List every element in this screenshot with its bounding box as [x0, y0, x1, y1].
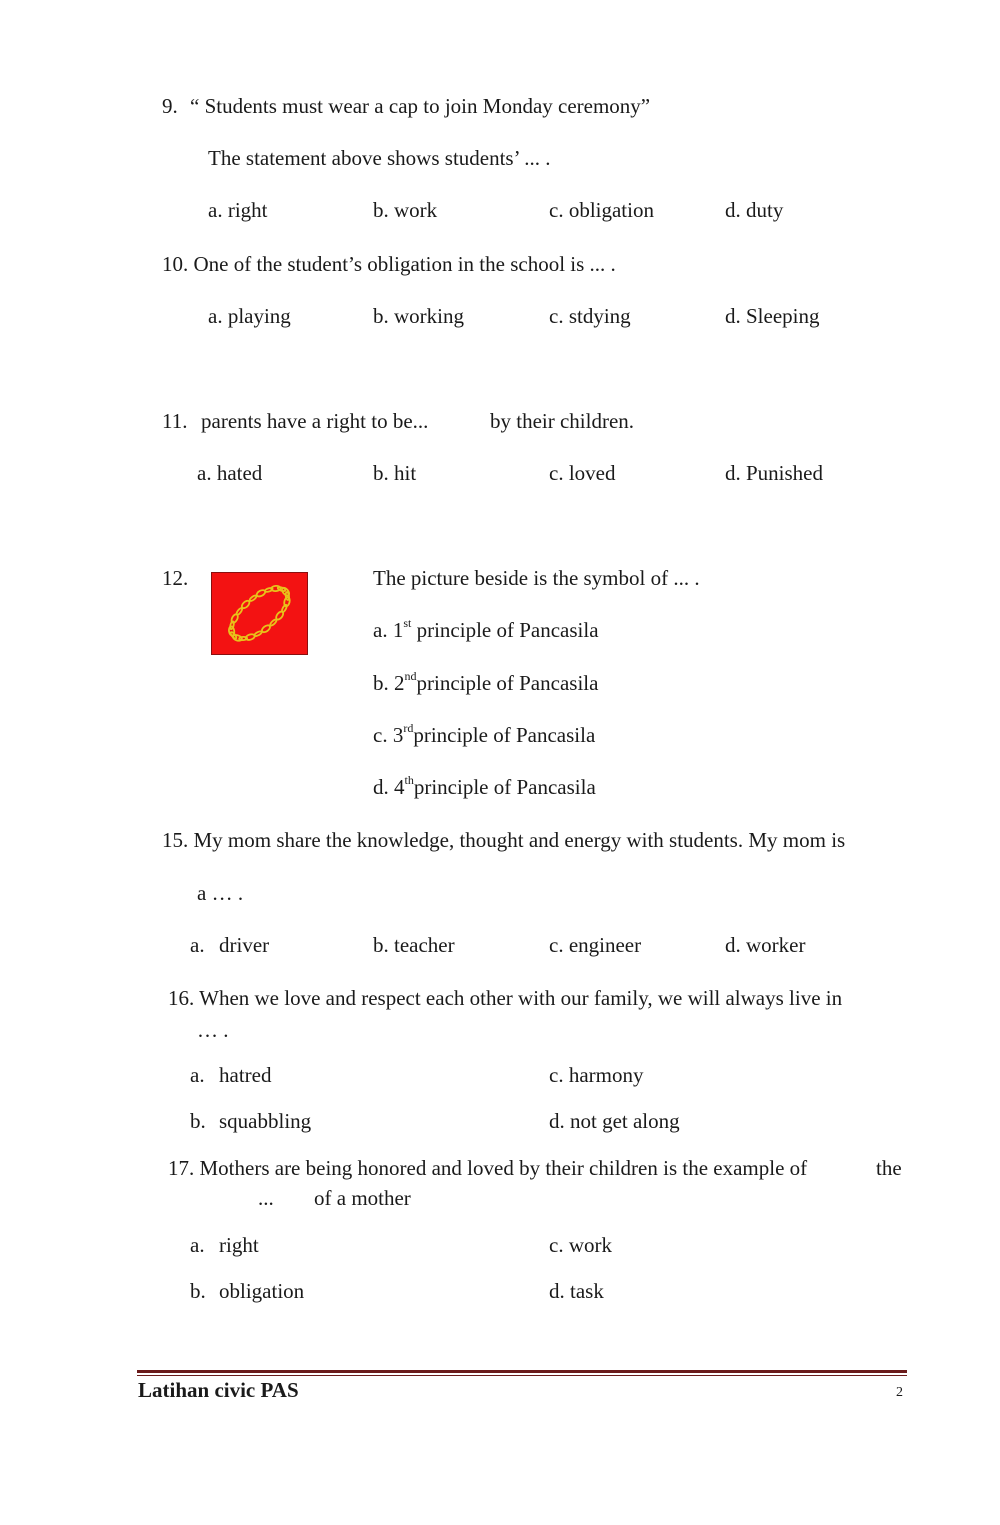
q12-option-c: c. 3rdprinciple of Pancasila: [373, 721, 596, 747]
chain-link: [249, 595, 257, 602]
q17-option-c: c. work: [549, 1233, 612, 1257]
q12-option-a: a. 1st principle of Pancasila: [373, 616, 599, 642]
q17-option-a: right: [219, 1233, 259, 1257]
pancasila-chain-symbol: [211, 572, 308, 655]
q16-option-a-letter: a.: [190, 1063, 205, 1087]
q12-option-d: d. 4thprinciple of Pancasila: [373, 773, 596, 799]
q17-option-b: obligation: [219, 1279, 305, 1303]
q15-option-a-letter: a.: [190, 933, 205, 957]
q9-question: “ Students must wear a cap to join Monday ceremony”: [190, 94, 651, 118]
footer-title: Latihan civic PAS: [138, 1378, 299, 1402]
q16-option-c: c. harmony: [549, 1063, 644, 1087]
q17-question-line2: of a mother: [314, 1186, 411, 1210]
page-number: 2: [896, 1385, 903, 1400]
q16-question-line1: 16. When we love and respect each other with our family, we will always live in: [168, 986, 843, 1010]
q9-option-a: a. right: [208, 198, 268, 222]
q15-option-a: driver: [219, 933, 270, 957]
chain-link: [269, 619, 277, 627]
q16-option-b: squabbling: [219, 1109, 312, 1133]
q9-stem: The statement above shows students’ ... .: [208, 146, 551, 170]
q15-option-b: b. teacher: [373, 933, 455, 957]
q17-blank: ...: [258, 1186, 274, 1210]
q11-option-b: b. hit: [373, 461, 417, 485]
q16-option-d: d. not get along: [549, 1109, 680, 1133]
q12-option-b: b. 2ndprinciple of Pancasila: [373, 669, 599, 695]
q10-option-a: a. playing: [208, 304, 291, 328]
q15-option-c: c. engineer: [549, 933, 642, 957]
q15-question-line2: a … .: [197, 881, 244, 905]
q10-option-c: c. stdying: [549, 304, 631, 328]
q9-option-c: c. obligation: [549, 198, 654, 222]
q10-option-d: d. Sleeping: [725, 304, 820, 328]
q9-option-d: d. duty: [725, 198, 784, 222]
footer-divider: [137, 1370, 907, 1373]
q11-question-start: parents have a right to be...: [201, 409, 429, 433]
q10-question: 10. One of the student’s obligation in the school is ... .: [162, 252, 616, 276]
q11-number: 11.: [162, 409, 188, 433]
q16-option-b-letter: b.: [190, 1109, 206, 1133]
q10-option-b: b. working: [373, 304, 464, 328]
q11-option-c: c. loved: [549, 461, 616, 485]
q17-option-a-letter: a.: [190, 1233, 205, 1257]
q17-question-line1-end: the: [876, 1156, 902, 1180]
q17-option-b-letter: b.: [190, 1279, 206, 1303]
q12-question: The picture beside is the symbol of ... .: [373, 566, 700, 590]
footer-divider-thin: [137, 1375, 907, 1376]
q11-option-d: d. Punished: [725, 461, 824, 485]
q16-question-line2: … .: [197, 1018, 229, 1042]
q9-option-b: b. work: [373, 198, 438, 222]
q17-question-line1: 17. Mothers are being honored and loved by their children is the example of: [168, 1156, 808, 1180]
q15-question-line1: 15. My mom share the knowledge, thought and energy with students. My mom is: [162, 828, 846, 852]
chain-symbol-icon: [212, 573, 307, 654]
q17-option-d: d. task: [549, 1279, 604, 1303]
q11-question-end: by their children.: [490, 409, 635, 433]
q16-option-a: hatred: [219, 1063, 272, 1087]
q12-number: 12.: [162, 566, 189, 590]
q9-number: 9.: [162, 94, 178, 118]
q11-option-a: a. hated: [197, 461, 263, 485]
q15-option-d: d. worker: [725, 933, 806, 957]
